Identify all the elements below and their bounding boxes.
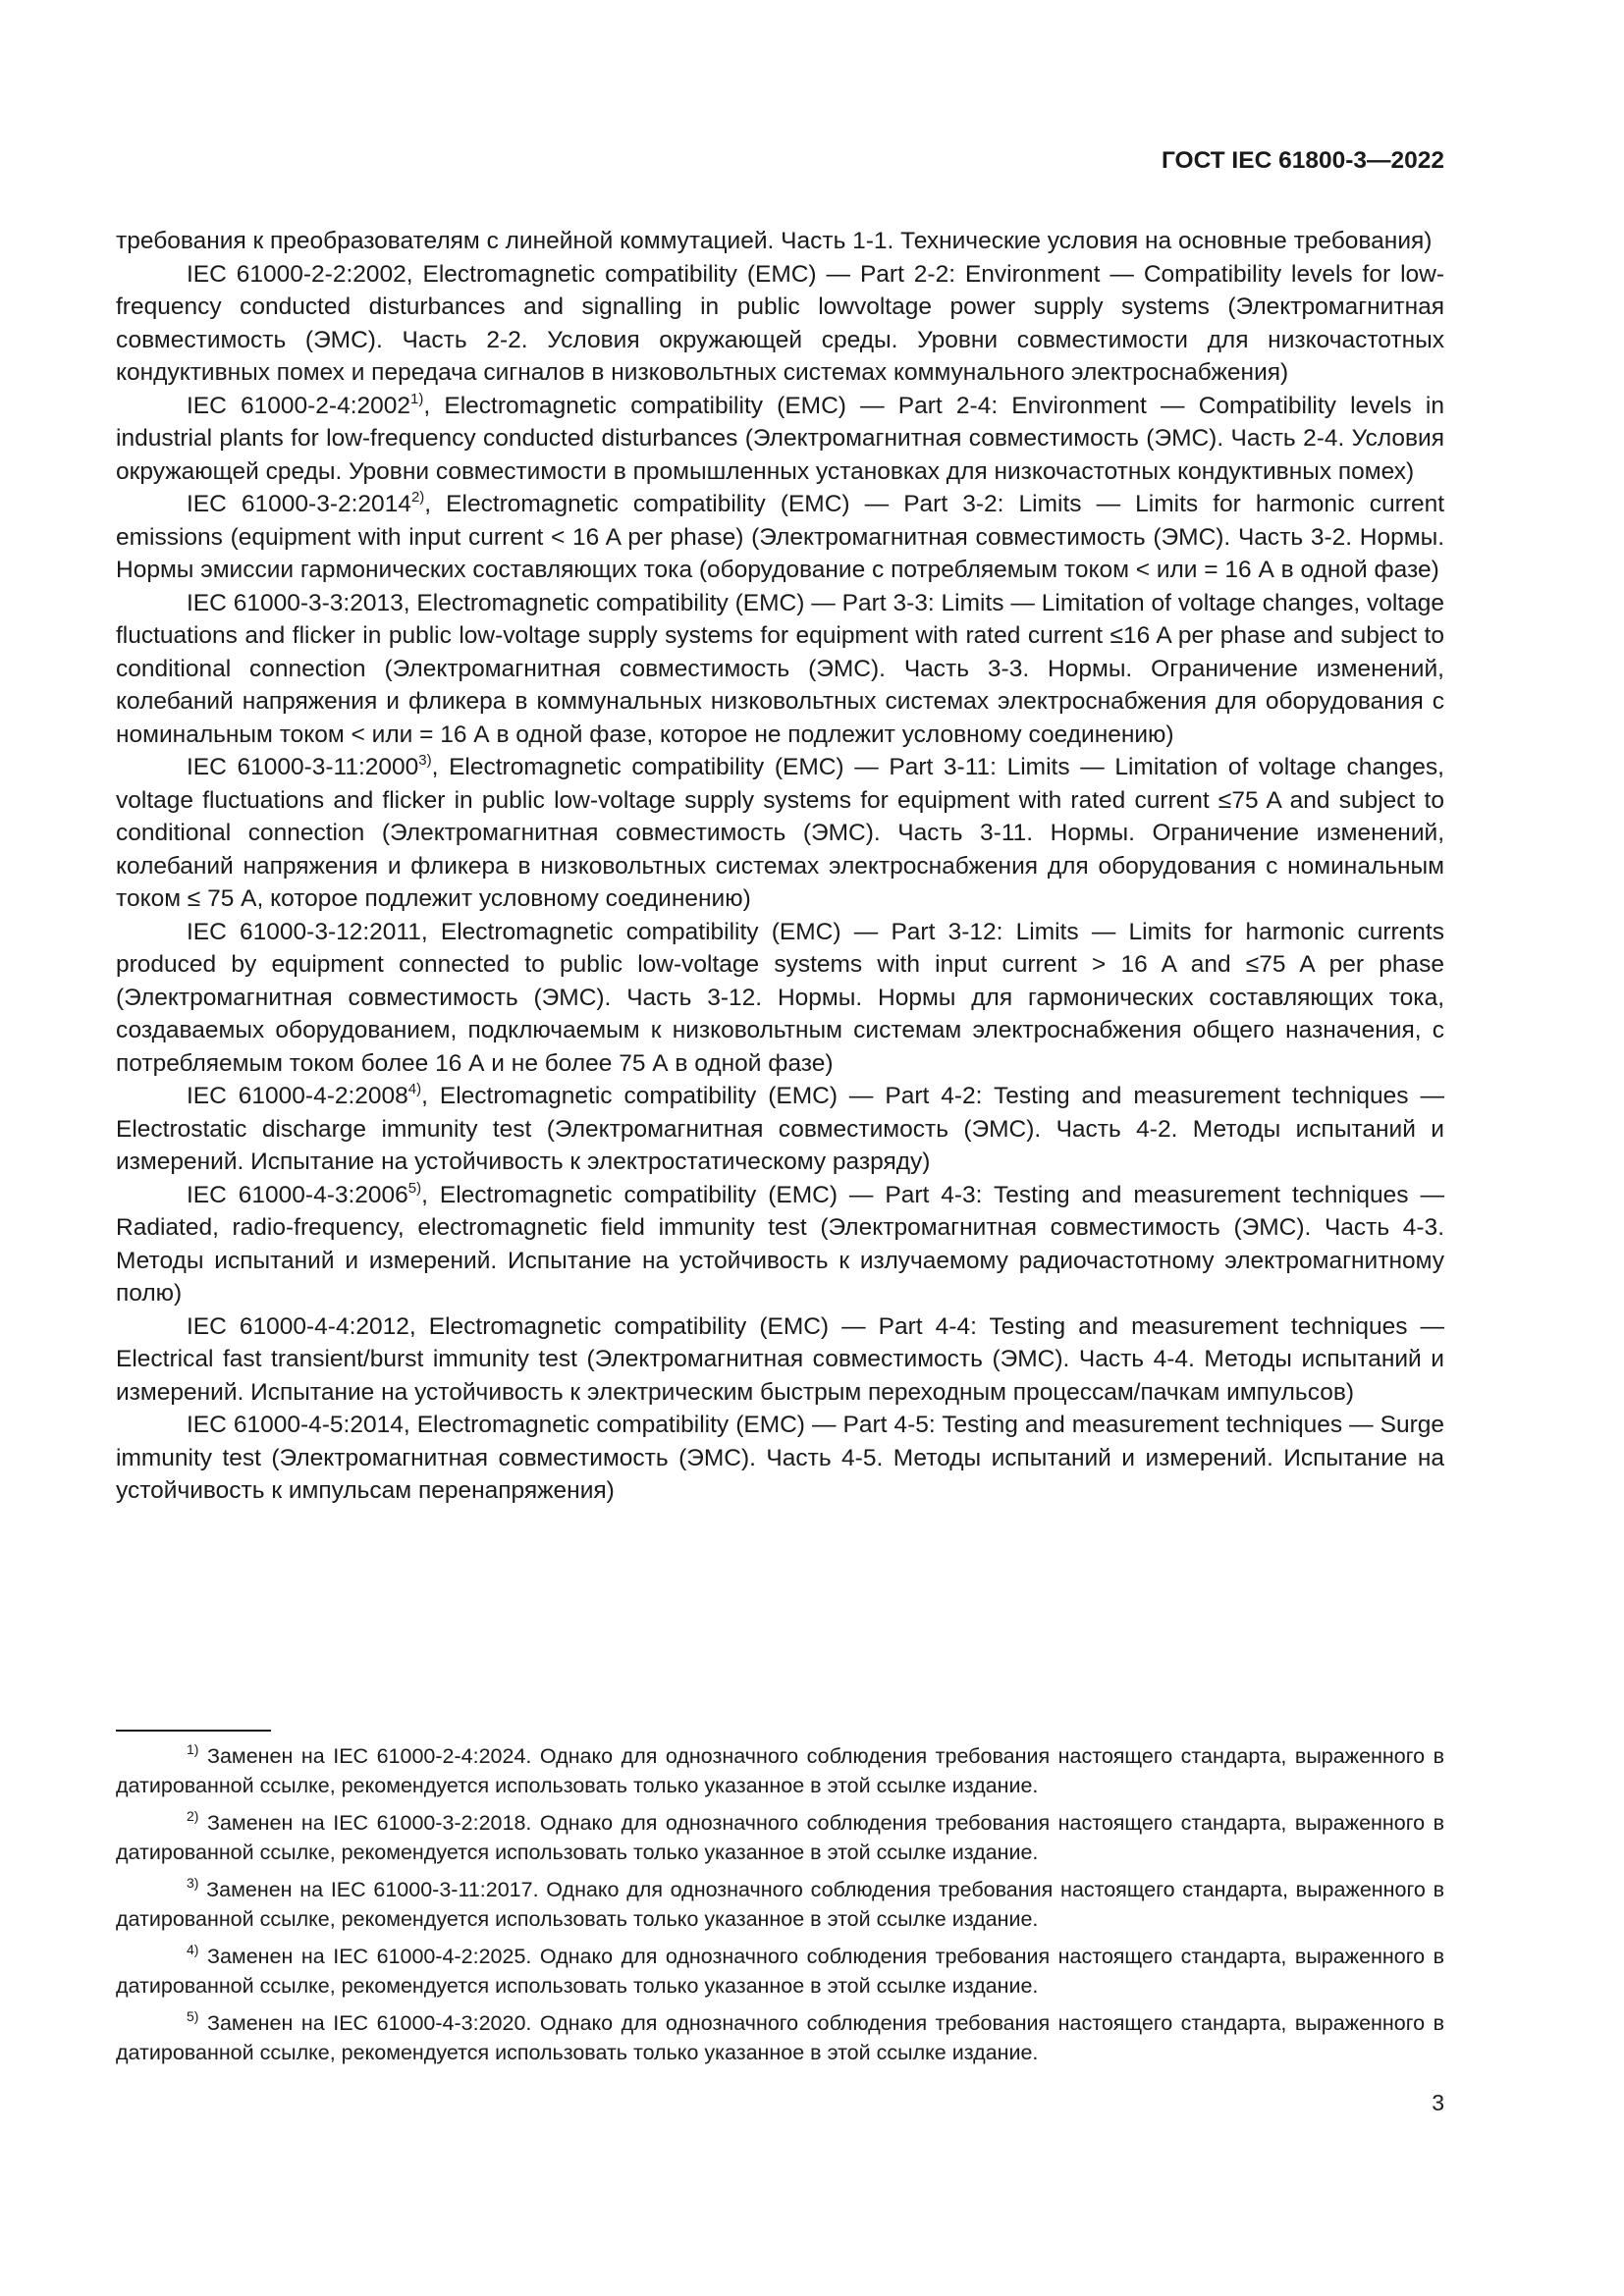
footnote-text: Заменен на IEC 61000-3-2:2018. Однако для однозначного соблюдения требования настоящего стандарта, выраженного в датированной ссылке, рекомендуется использовать только указанное в этой ссылке издание. bbox=[116, 1811, 1444, 1864]
footnote-text: Заменен на IEC 61000-3-11:2017. Однако для однозначного соблюдения требования настоящего стандарта, выраженного в датированной ссылке, рекомендуется использовать только указанное в этой ссылке издание. bbox=[116, 1878, 1444, 1931]
footnote-marker[interactable]: 3) bbox=[418, 752, 432, 769]
reference-entry bbox=[116, 916, 1444, 1081]
reference-entry bbox=[116, 1179, 1444, 1310]
reference-title: , Electromagnetic compatibility (EMC) — Part 3-11: Limits — Limitation of voltage changes, voltage fluctuations and flicker in public low-voltage supply systems for equipment with rated current ≤75 A and subject to conditional connection (Электромагнитная совместимость (ЭМС). Часть 3-11. Нормы. Ограничение изменений, колебаний напряжения и фликера в низковольтных системах электроснабжения для оборудования с номинальным током ≤ 75 А, которое подлежит условному соединению) bbox=[116, 754, 1444, 912]
reference-code: IEC 61000-2-4:2002 bbox=[187, 392, 411, 419]
footnote-marker[interactable]: 5) bbox=[407, 1179, 422, 1197]
reference-entry bbox=[116, 587, 1444, 752]
footnote-number: 2) bbox=[187, 1808, 199, 1824]
footnote bbox=[116, 1808, 1444, 1867]
footnote-number: 5) bbox=[187, 2008, 199, 2024]
normative-references-body bbox=[116, 225, 1444, 1508]
reference-title: , Electromagnetic compatibility (EMC) — Part 2-4: Environment — Compatibility levels in industrial plants for low-frequency conducted disturbances (Электромагнитная совместимость (ЭМС). Часть 2-4. Условия окружающей среды. Уровни совместимости в промышленных установках для низкочастотных кондуктивных помех) bbox=[116, 392, 1444, 485]
reference-entry bbox=[116, 488, 1444, 587]
reference-code: IEC 61000-3-11:2000 bbox=[187, 754, 419, 780]
footnote bbox=[116, 1741, 1444, 1800]
reference-title: , Electromagnetic compatibility (EMC) — Part 4-2: Testing and measurement techniques — Electrostatic discharge immunity test (Электромагнитная совместимость (ЭМС). Часть 4-2. Методы испытаний и измерений. Испытание на устойчивость к электростатическому разряду) bbox=[116, 1083, 1444, 1175]
reference-code: IEC 61000-4-4:2012 bbox=[187, 1312, 409, 1340]
footnote-marker[interactable]: 1) bbox=[410, 390, 424, 407]
footnote-number: 4) bbox=[187, 1942, 199, 1957]
footnote-text: Заменен на IEC 61000-4-3:2020. Однако для однозначного соблюдения требования настоящего стандарта, выраженного в датированной ссылке, рекомендуется использовать только указанное в этой ссылке издание. bbox=[116, 2011, 1444, 2064]
reference-title: , Electromagnetic compatibility (EMC) — Part 3-2: Limits — Limits for harmonic current emissions (equipment with input current < 16 A per phase) (Электромагнитная совместимость (ЭМС). Часть 3-2. Нормы. Нормы эмиссии гармонических составляющих тока (оборудование с потребляемым током < или = 16 А в одной фазе) bbox=[116, 491, 1445, 583]
reference-entry bbox=[116, 1409, 1444, 1508]
footnote bbox=[116, 1942, 1444, 2001]
footnote bbox=[116, 2008, 1444, 2067]
footnote-text: Заменен на IEC 61000-2-4:2024. Однако для однозначного соблюдения требования настоящего стандарта, выраженного в датированной ссылке, рекомендуется использовать только указанное в этой ссылке издание. bbox=[116, 1744, 1444, 1797]
reference-code: IEC 61000-4-5:2014 bbox=[187, 1412, 404, 1438]
reference-code: IEC 61000-4-2:2008 bbox=[187, 1083, 408, 1109]
page-number: 3 bbox=[1432, 2090, 1444, 2115]
footnote-marker[interactable]: 4) bbox=[407, 1081, 422, 1097]
reference-code: IEC 61000-3-2:2014 bbox=[187, 491, 411, 517]
footnote bbox=[116, 1875, 1444, 1934]
reference-code: IEC 61000-2-2:2002 bbox=[187, 260, 406, 288]
reference-entry bbox=[116, 751, 1444, 916]
reference-title: , Electromagnetic compatibility (EMC) — Part 2-2: Environment — Compatibility levels for low-frequency conducted disturbances and signalling in public lowvoltage power supply systems (Электромагнитная совместимость (ЭМС). Часть 2-2. Условия окружающей среды. Уровни совместимости для низкочастотных кондуктивных помех и передача сигналов в низковольтных системах коммунального электроснабжения) bbox=[116, 260, 1444, 386]
document-header-id: ГОСТ IEC 61800-3—2022 bbox=[1161, 147, 1444, 174]
reference-title: , Electromagnetic compatibility (EMC) — Part 4-3: Testing and measurement techniques — Radiated, radio-frequency, electromagnetic field immunity test (Электромагнитная совместимость (ЭМС). Часть 4-3. Методы испытаний и измерений. Испытание на устойчивость к излучаемому радиочастотному электромагнитному полю) bbox=[116, 1181, 1444, 1307]
reference-code: IEC 61000-3-3:2013 bbox=[187, 589, 404, 616]
footnote-marker[interactable]: 2) bbox=[410, 489, 425, 506]
reference-code: IEC 61000-3-12:2011 bbox=[187, 918, 421, 945]
reference-entry bbox=[116, 1080, 1444, 1179]
reference-code: IEC 61000-4-3:2006 bbox=[187, 1181, 408, 1208]
footnotes-section bbox=[116, 1741, 1444, 2075]
reference-title: , Electromagnetic compatibility (EMC) — Part 4-5: Testing and measurement techniques — Surge immunity test (Электромагнитная совместимость (ЭМС). Часть 4-5. Методы испытаний и измерений. Испытание на устойчивость к импульсам перенапряжения) bbox=[116, 1412, 1445, 1504]
reference-title: , Electromagnetic compatibility (EMC) — Part 3-12: Limits — Limits for harmonic currents produced by equipment connected to public low-voltage systems with input current > 16 A and ≤75 A per phase (Электромагнитная совместимость (ЭМС). Часть 3-12. Нормы. Нормы для гармонических составляющих тока, создаваемых оборудованием, подключаемым к низковольтным системам электроснабжения общего назначения, с потребляемым током более 16 А и не более 75 А в одной фазе) bbox=[116, 918, 1444, 1077]
footnote-number: 1) bbox=[187, 1741, 199, 1757]
footnote-separator bbox=[116, 1730, 271, 1732]
reference-entry bbox=[116, 390, 1444, 489]
continuation-paragraph: требования к преобразователям с линейной коммутацией. Часть 1-1. Технические условия на основные требования) bbox=[116, 228, 1433, 254]
footnote-number: 3) bbox=[187, 1875, 199, 1891]
reference-title: , Electromagnetic compatibility (EMC) — Part 3-3: Limits — Limitation of voltage changes, voltage fluctuations and flicker in public low-voltage supply systems for equipment with rated current ≤16 A per phase and subject to conditional connection (Электромагнитная совместимость (ЭМС). Часть 3-3. Нормы. Ограничение изменений, колебаний напряжения и фликера в коммунальных низковольтных системах электроснабжения для оборудования с номинальным током < или = 16 А в одной фазе, которое не подлежит условному соединению) bbox=[116, 589, 1445, 748]
reference-entry bbox=[116, 258, 1444, 390]
reference-title: , Electromagnetic compatibility (EMC) — Part 4-4: Testing and measurement techniques — Electrical fast transient/burst immunity test (Электромагнитная совместимость (ЭМС). Часть 4-4. Методы испытаний и измерений. Испытание на устойчивость к электрическим быстрым переходным процессам/пачкам импульсов) bbox=[116, 1312, 1444, 1406]
reference-entry bbox=[116, 1310, 1444, 1410]
footnote-text: Заменен на IEC 61000-4-2:2025. Однако для однозначного соблюдения требования настоящего стандарта, выраженного в датированной ссылке, рекомендуется использовать только указанное в этой ссылке издание. bbox=[116, 1945, 1444, 1998]
